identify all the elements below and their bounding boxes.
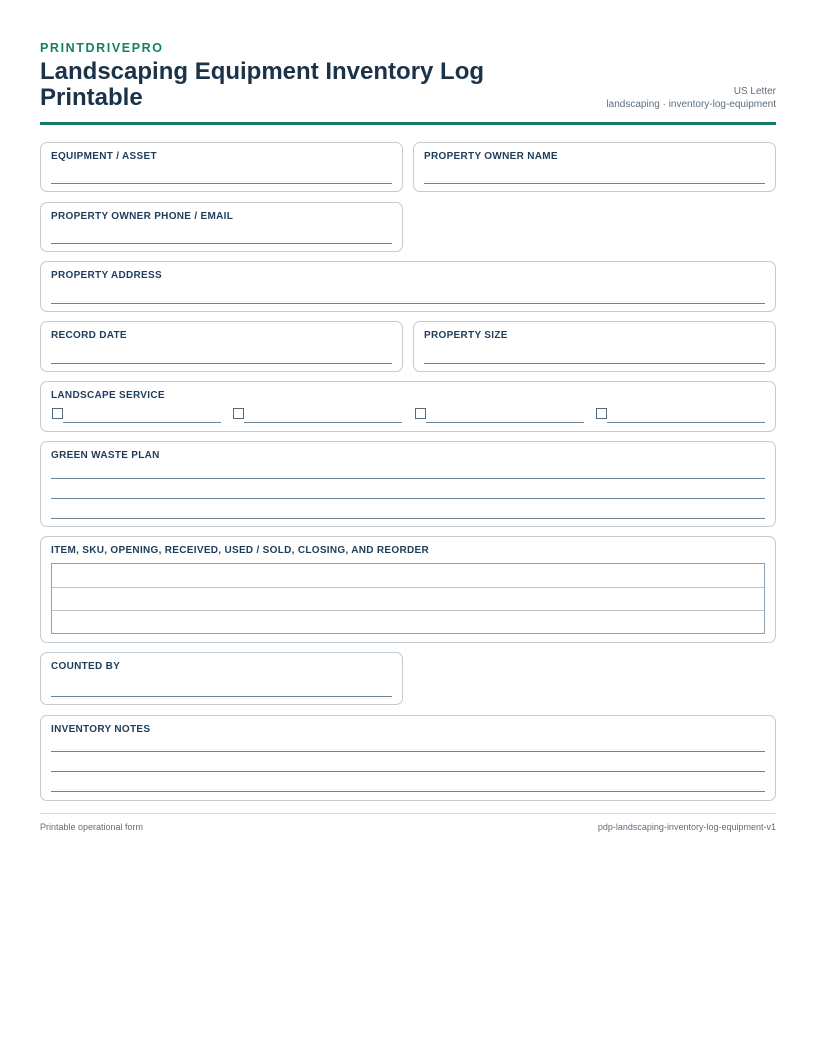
inventory-table-row-divider-2 <box>52 610 764 611</box>
inventory-table-grid <box>51 563 765 634</box>
property-size-write-line[interactable] <box>424 363 765 364</box>
footer-divider <box>40 813 776 814</box>
inventory-notes-field <box>40 715 776 801</box>
counted-by-write-line[interactable] <box>51 696 392 697</box>
document-meta <box>606 85 776 111</box>
green-waste-plan-field <box>40 441 776 527</box>
equipment-asset-field <box>40 142 403 192</box>
counted-by-field <box>40 652 403 705</box>
property-address-field <box>40 261 776 312</box>
brand-logo-text: PRINTDRIVEPRO <box>40 41 164 55</box>
record-date-label: RECORD DATE <box>51 330 127 341</box>
header-divider <box>40 122 776 125</box>
property-size-label: PROPERTY SIZE <box>424 330 508 341</box>
inventory-table-field <box>40 536 776 643</box>
footer-left-text: Printable operational form <box>40 822 144 832</box>
page-title: Landscaping Equipment Inventory Log Printable <box>40 58 485 111</box>
landscape-service-checkbox-1[interactable] <box>52 408 63 419</box>
inventory-table-label: ITEM, SKU, OPENING, RECEIVED, USED / SOLD, CLOSING, AND REORDER <box>51 545 430 556</box>
record-date-field <box>40 321 403 372</box>
property-address-write-line[interactable] <box>51 303 765 304</box>
footer-form-id: pdp-landscaping-inventory-log-equipment-v1 <box>597 822 776 832</box>
inventory-notes-line-3[interactable] <box>51 791 765 792</box>
green-waste-plan-line-1[interactable] <box>51 478 765 479</box>
property-owner-contact-write-line[interactable] <box>51 243 392 244</box>
paper-size: US Letter <box>733 86 776 97</box>
property-owner-name-field <box>413 142 776 192</box>
landscape-service-option-line-3[interactable] <box>426 422 584 423</box>
property-address-label: PROPERTY ADDRESS <box>51 270 162 281</box>
property-size-field <box>413 321 776 372</box>
counted-by-label: COUNTED BY <box>51 661 121 672</box>
document-tags: landscaping · inventory-log-equipment <box>606 99 776 110</box>
green-waste-plan-label: GREEN WASTE PLAN <box>51 450 160 461</box>
equipment-asset-label: EQUIPMENT / ASSET <box>51 151 157 162</box>
landscape-service-checkbox-2[interactable] <box>233 408 244 419</box>
landscape-service-label: LANDSCAPE SERVICE <box>51 390 165 401</box>
inventory-notes-line-2[interactable] <box>51 771 765 772</box>
property-owner-contact-field <box>40 202 403 252</box>
property-owner-name-label: PROPERTY OWNER NAME <box>424 151 558 162</box>
inventory-notes-label: INVENTORY NOTES <box>51 724 151 735</box>
equipment-asset-write-line[interactable] <box>51 183 392 184</box>
record-date-write-line[interactable] <box>51 363 392 364</box>
inventory-notes-line-1[interactable] <box>51 751 765 752</box>
property-owner-contact-label: PROPERTY OWNER PHONE / EMAIL <box>51 211 234 222</box>
landscape-service-option-line-1[interactable] <box>63 422 221 423</box>
landscape-service-option-line-2[interactable] <box>244 422 402 423</box>
green-waste-plan-line-2[interactable] <box>51 498 765 499</box>
landscape-service-checkbox-3[interactable] <box>415 408 426 419</box>
green-waste-plan-line-3[interactable] <box>51 518 765 519</box>
inventory-table-row-divider-1 <box>52 587 764 588</box>
landscape-service-field <box>40 381 776 432</box>
property-owner-name-write-line[interactable] <box>424 183 765 184</box>
landscape-service-option-line-4[interactable] <box>607 422 765 423</box>
landscape-service-checkbox-4[interactable] <box>596 408 607 419</box>
